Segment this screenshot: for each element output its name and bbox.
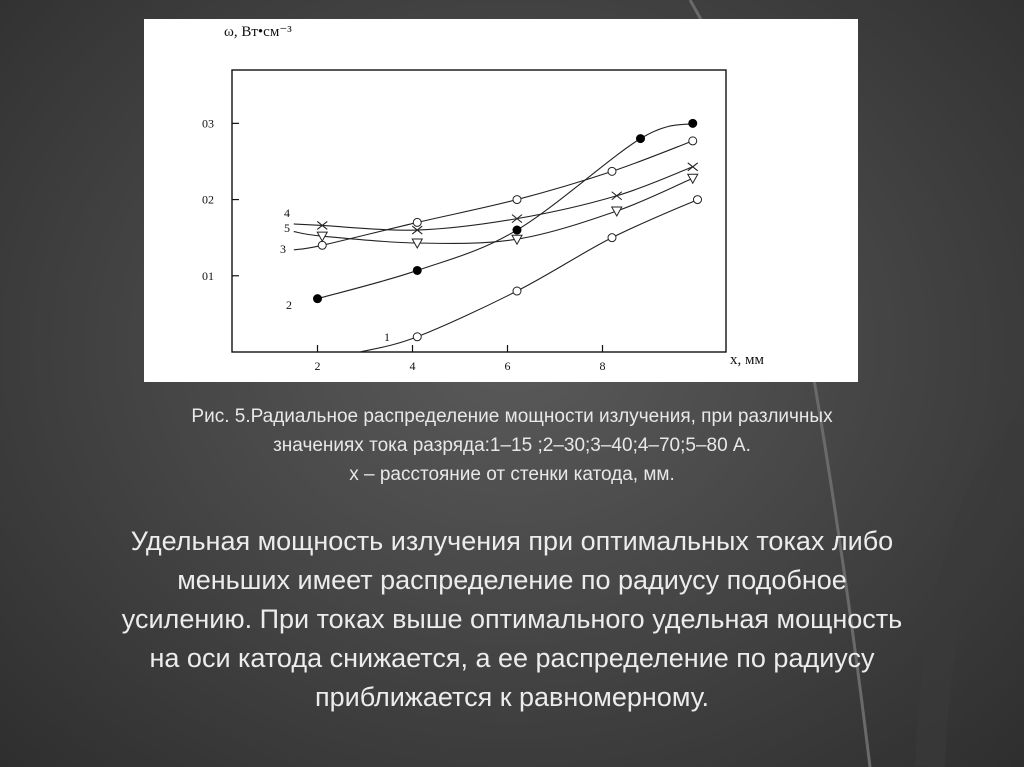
y-axis-label: ω, Вт•см⁻³ xyxy=(224,24,292,40)
series-label-3: 3 xyxy=(280,242,286,256)
series-1-point-1 xyxy=(413,333,421,341)
y-tick-label-0: 01 xyxy=(202,268,214,283)
series-3-point-1 xyxy=(318,241,326,249)
series-3-point-3 xyxy=(513,196,521,204)
series-3-point-2 xyxy=(413,218,421,226)
x-tick-label-2: 6 xyxy=(504,359,511,373)
series-label-2: 2 xyxy=(286,298,292,312)
series-label-1: 1 xyxy=(384,330,390,344)
y-tick-label-1: 02 xyxy=(202,192,214,207)
caption-line-1: Рис. 5.Радиальное распределение мощности излучения, при различных xyxy=(191,406,833,427)
body-line-2: меньших имеет распределение по радиусу подобное xyxy=(177,565,847,595)
series-1-point-2 xyxy=(513,287,521,295)
x-axis-label: x, мм xyxy=(730,352,764,368)
x-tick-label-1: 4 xyxy=(409,359,416,373)
chart-series xyxy=(280,119,702,352)
series-3-point-4 xyxy=(608,167,616,175)
series-line-2 xyxy=(318,123,693,298)
series-2-point-0 xyxy=(314,295,322,303)
series-4-point-3 xyxy=(512,215,522,223)
y-tick-label-2: 03 xyxy=(202,116,214,131)
series-label-5: 5 xyxy=(284,221,290,235)
series-2-point-3 xyxy=(637,135,645,143)
series-1-point-3 xyxy=(608,234,616,242)
x-tick-label-3: 8 xyxy=(599,359,606,373)
body-line-3: усилению. При токах выше оптимального удельная мощность xyxy=(121,604,903,634)
series-2-point-2 xyxy=(513,226,521,234)
series-3-point-5 xyxy=(689,137,697,145)
series-5-point-4 xyxy=(612,207,622,216)
body-line-4: на оси катода снижается, а ее распределение по радиусу xyxy=(149,643,875,673)
series-label-4: 4 xyxy=(284,206,290,220)
body-paragraph xyxy=(0,522,1024,717)
body-line-5: приближается к равномерному. xyxy=(315,682,709,712)
caption-line-3: х – расстояние от стенки катода, мм. xyxy=(349,464,675,485)
body-line-1: Удельная мощность излучения при оптимальных токах либо xyxy=(130,526,894,556)
series-line-3 xyxy=(294,141,693,250)
series-5-point-5 xyxy=(688,174,698,183)
x-tick-label-0: 2 xyxy=(314,359,321,373)
caption-line-2: значениях тока разряда:1–15 ;2–30;3–40;4–70;5–80 А. xyxy=(273,435,751,456)
series-4-point-4 xyxy=(612,192,622,200)
series-2-point-1 xyxy=(413,266,421,274)
line-chart xyxy=(144,19,858,382)
chart-figure xyxy=(144,19,858,382)
series-2-point-4 xyxy=(689,119,697,127)
series-line-5 xyxy=(294,178,693,243)
series-1-point-4 xyxy=(694,196,702,204)
series-4-point-5 xyxy=(688,163,698,171)
series-line-4 xyxy=(294,167,693,230)
figure-caption xyxy=(0,402,1024,489)
